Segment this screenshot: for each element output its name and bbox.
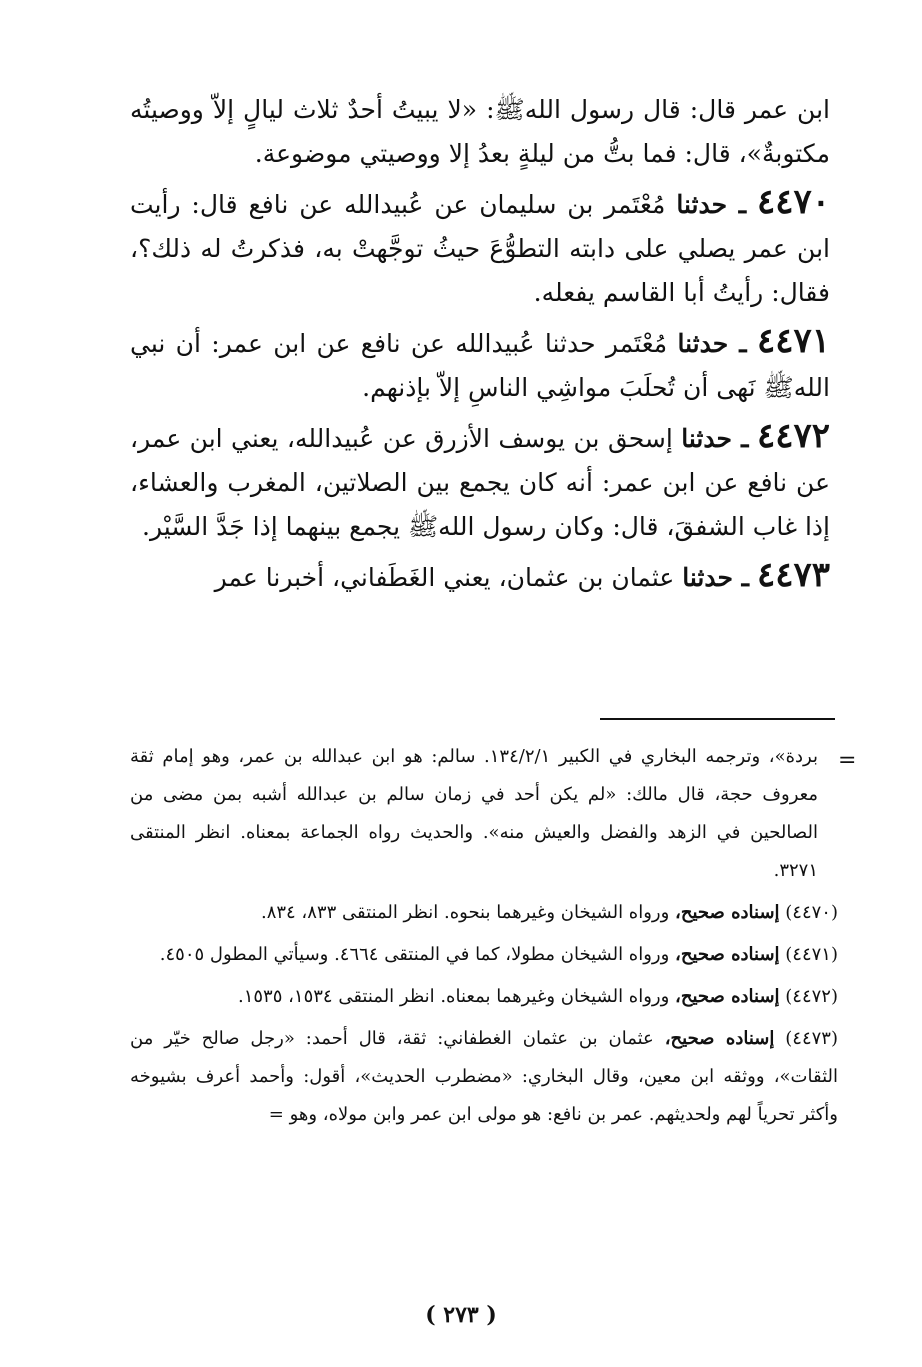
hadith-4472 <box>130 414 830 549</box>
hadith-lead: ـ حدثنا <box>682 563 749 592</box>
footnote-text: عثمان بن عثمان الغطفاني: ثقة، قال أحمد: «رجل صالح خيّر من الثقات»، ووثقه ابن معين، وقال البخاري: «مضطرب الحديث»، أقول: وأحمد أعرف بشيوخه وأكثر تحرياً لهم ولحديثهم. عمر بن نافع: هو مولى ابن عمر وابن مولاه، وهو = <box>130 1028 838 1125</box>
hadith-4470 <box>130 180 830 315</box>
hadith-lead: ـ حدثنا <box>677 329 747 358</box>
hadith-4471 <box>130 319 830 410</box>
footnote-4472 <box>130 978 838 1016</box>
hadith-text: مُعْتَمر حدثنا عُبيدالله عن نافع عن ابن عمر: أن نبي اللهﷺ نَهى أن تُحلَبَ مواشِي الناسِ إلاّ بإذنهم. <box>130 329 830 402</box>
main-text <box>130 88 830 604</box>
hadith-lead: ـ حدثنا <box>676 190 747 219</box>
hadith-number: ٤٤٧١ <box>756 321 830 361</box>
footnote-text: ورواه الشيخان وغيرهما بمعناه. انظر المنتقى ١٥٣٤، ١٥٣٥. <box>237 986 676 1007</box>
footnote-4470 <box>130 894 838 932</box>
paragraph-continuation: ابن عمر قال: قال رسول اللهﷺ: «لا يبيتُ أحدٌ ثلاث ليالٍ إلاّ ووصيتُه مكتوبةٌ»، قال: فما بتُّ من ليلةٍ بعدُ إلا ووصيتي موضوعة. <box>130 95 830 168</box>
footnote-divider <box>600 718 835 720</box>
continuation-mark: = <box>838 748 857 773</box>
footnote-4471 <box>130 936 838 974</box>
footnote-ref: (٤٤٧٣) <box>785 1028 838 1049</box>
footnote-grade: إسناده صحيح، <box>664 1028 775 1049</box>
page-number: ( ٢٧٣ ) <box>425 1302 497 1328</box>
hadith-text: مُعْتَمر بن سليمان عن عُبيدالله عن نافع قال: رأيت ابن عمر يصلي على دابته التطوُّعَ حيثُ توجَّهتْ به، فذكرتُ له ذلك؟، فقال: رأيتُ أبا القاسم يفعله. <box>130 190 830 307</box>
hadith-lead: ـ حدثنا <box>681 424 749 453</box>
footnote-grade: إسناده صحيح، <box>675 902 780 923</box>
hadith-number: ٤٤٧٢ <box>756 416 830 456</box>
footnote-ref: (٤٤٧١) <box>785 944 838 965</box>
hadith-text: عثمان بن عثمان، يعني الغَطَفاني، أخبرنا عمر <box>214 563 683 592</box>
hadith-4473 <box>130 553 830 600</box>
footnote-ref: (٤٤٧٠) <box>785 902 838 923</box>
footnotes <box>130 738 838 1138</box>
footnote-grade: إسناده صحيح، <box>675 986 780 1007</box>
footnote-grade: إسناده صحيح، <box>675 944 780 965</box>
footnote-continuation: بردة»، وترجمه البخاري في الكبير ١٣٤/٢/١. سالم: هو ابن عبدالله بن عمر، وهو إمام ثقة معروف حجة، قال مالك: «لم يكن أحد في زمان سالم بن عبدالله أشبه بمن مضى من الصالحين في الزهد والفضل والعيش منه». والحديث رواه الجماعة بمعناه. انظر المنتقى ٣٢٧١. <box>130 746 819 881</box>
footnote-text: ورواه الشيخان وغيرهما بنحوه. انظر المنتقى ٨٣٣، ٨٣٤. <box>260 902 676 923</box>
footnote-ref: (٤٤٧٢) <box>785 986 838 1007</box>
hadith-number: ٤٤٧٣ <box>756 555 830 595</box>
hadith-text: إسحق بن يوسف الأزرق عن عُبيدالله، يعني ابن عمر، عن نافع عن ابن عمر: أنه كان يجمع بين الصلاتين، المغرب والعشاء، إذا غاب الشفقَ، قال: وكان رسول اللهﷺ يجمع بينهما إذا جَدَّ السَّيْر. <box>130 424 830 541</box>
footnote-4473 <box>130 1020 838 1134</box>
footnote-text: ورواه الشيخان مطولا، كما في المنتقى ٤٦٦٤. وسيأتي المطول ٤٥٠٥. <box>159 944 676 965</box>
hadith-number: ٤٤٧٠ <box>756 182 830 222</box>
